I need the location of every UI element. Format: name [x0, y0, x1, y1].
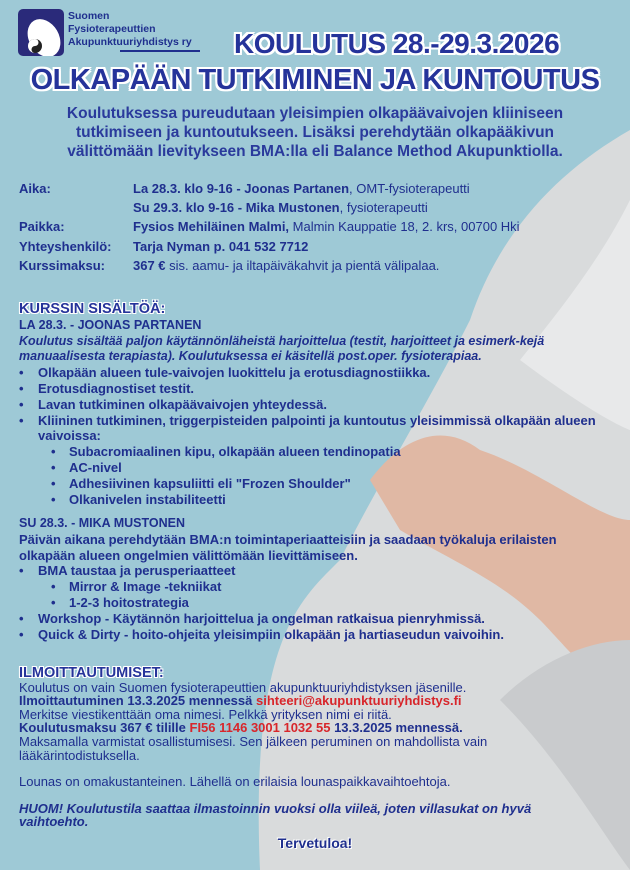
list-subitem: • Subacromiaalinen kipu, olkapään alueen tendinopatia: [19, 444, 604, 460]
course-content: [19, 302, 619, 507]
iban: FI56 1146 3001 1032 55: [189, 720, 331, 736]
org-name-line: Fysioterapeuttien: [68, 23, 156, 35]
day1-role: , OMT-fysioterapeutti: [349, 181, 470, 196]
fee-details: sis. aamu- ja iltapäiväkahvit ja pientä välipalaa.: [165, 257, 440, 273]
venue-name: Fysios Mehiläinen Malmi,: [133, 219, 290, 235]
event-date-title: KOULUTUS 28.-29.3.2026: [234, 28, 560, 59]
contact-person: Tarja Nyman p. 041 532 7712: [133, 238, 309, 254]
venue-address: Malmin Kauppatie 18, 2. krs, 00700 Hki: [289, 219, 520, 235]
list-item: • Lavan tutkiminen olkapäävaivojen yhteydessä.: [19, 397, 604, 413]
intro-paragraph: Koulutuksessa pureudutaan yleisimpien olkapäävaivojen kliiniseen tutkimiseen ja kuntoutukseen. Lisäksi perehdytään olkapääkivun välittömään lievitykseen BMA:lla eli Balance Method Akupunktiolla.: [66, 105, 564, 160]
cancellation-note: Maksamalla varmistat osallistumisesi. Sen jälkeen peruminen on mahdollista vain lääkärintodistuksella.: [19, 733, 488, 763]
list-item: • Workshop - Käytännön harjoittelua ja ongelman ratkaisua pienryhmissä.: [19, 611, 619, 627]
day2-heading: SU 28.3. - MIKA MUSTONEN: [19, 516, 185, 530]
label-contact: Yhteyshenkilö:: [19, 238, 112, 254]
label-aika: Aika:: [19, 181, 51, 196]
day1-description: Koulutus sisältää paljon käytännönläheistä harjoittelua (testit, harjoitteet ja esimerk-kejä manuaalisesta terapiasta). Koulutuksessa ei käsitellä post.oper. fysioterapiaa.: [19, 333, 545, 364]
list-item: • BMA taustaa ja perusperiaatteet: [19, 563, 619, 579]
label-paikka: Paikka:: [19, 219, 65, 235]
day2-role: , fysioterapeutti: [339, 200, 428, 216]
list-subitem: • Adhesiivinen kapsuliitti eli "Frozen Shoulder": [19, 476, 604, 492]
list-subitem: • Olkanivelen instabiliteetti: [19, 492, 604, 508]
day2-content: [19, 516, 619, 642]
list-item: • Olkapään alueen tule-vaivojen luokittelu ja erotusdiagnostiikka.: [19, 365, 604, 381]
list-subitem: • AC-nivel: [19, 460, 604, 476]
day1-time: La 28.3. klo 9-16 - Joonas Partanen: [133, 181, 350, 196]
intro-text: [0, 104, 630, 161]
registration: [19, 667, 604, 851]
list-subitem: • Mirror & Image -tekniikat: [19, 579, 619, 595]
info-table: [19, 179, 520, 275]
day1-heading: LA 28.3. - JOONAS PARTANEN: [19, 317, 202, 332]
org-name-line: Suomen: [68, 10, 110, 22]
logo: [18, 9, 64, 56]
registration-deadline: Ilmoittautuminen 13.3.2025 mennessä: [19, 693, 256, 709]
welcome-text: Tervetuloa!: [277, 834, 353, 851]
course-title: OLKAPÄÄN TUTKIMINEN JA KUNTOUTUS: [30, 64, 600, 96]
lunch-note: Lounas on omakustanteinen. Lähellä on erilaisia lounaspaikkavaihtoehtoja.: [19, 774, 451, 790]
logo-needle: [120, 50, 200, 52]
label-fee: Kurssimaksu:: [19, 257, 105, 273]
payment-deadline: 13.3.2025 mennessä.: [330, 720, 463, 736]
temperature-note: HUOM! Koulutustila saattaa ilmastoinnin vuoksi olla viileä, joten villasukat on hyvä vaihtoehto.: [19, 800, 532, 830]
day2-description: Päivän aikana perehdytään BMA:n toimintaperiaatteisiin ja saadaan työkaluja erilaisten olkapään alueen ongelmien välittömään lievittämiseen.: [19, 531, 557, 563]
email-link[interactable]: sihteeri@akupunktuuriyhdistys.fi: [255, 693, 462, 709]
payment-text: Koulutusmaksu 367 € tilille: [19, 720, 190, 736]
content-heading: KURSSIN SISÄLTÖÄ:: [19, 301, 166, 317]
list-item: • Erotusdiagnostiset testit.: [19, 381, 604, 397]
list-item: • Kliininen tutkiminen, triggerpisteiden palpointi ja kuntoutus yleisimmissä olkapään alueen vaivoissa:: [19, 413, 604, 445]
membership-note: Koulutus on vain Suomen fysioterapeuttien akupunktuuriyhdistyksen jäsenille.: [19, 679, 467, 695]
list-subitem: • 1-2-3 hoitostrategia: [19, 595, 619, 611]
org-name-line: Akupunktuuriyhdistys ry: [68, 36, 192, 48]
fee-amount: 367 €: [133, 257, 166, 273]
message-note: Merkitse viestikenttään oma nimesi. Pelkkä yrityksen nimi ei riitä.: [19, 706, 392, 722]
org-name: [68, 10, 192, 49]
list-item: • Quick & Dirty - hoito-ohjeita yleisimpiin olkapään ja hartiaseudun vaivoihin.: [19, 627, 619, 643]
registration-heading: ILMOITTAUTUMISET:: [19, 665, 164, 681]
day2-time: Su 29.3. klo 9-16 - Mika Mustonen: [133, 200, 340, 216]
